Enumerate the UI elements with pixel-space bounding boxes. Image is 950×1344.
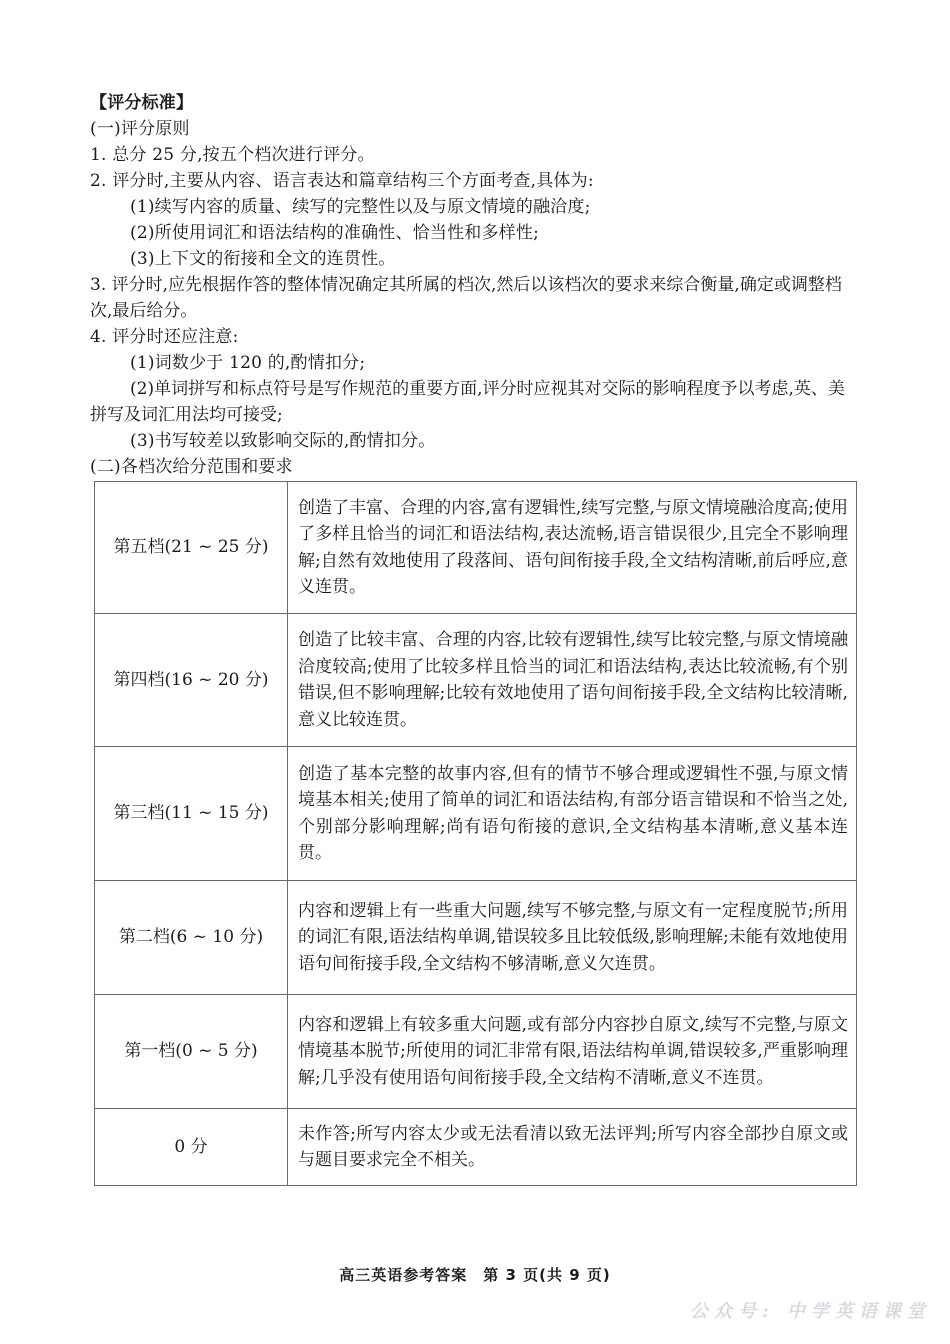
description-cell: 创造了丰富、合理的内容,富有逻辑性,续写完整,与原文情境融洽度高;使用了多样且恰当的词汇和语法结构,表达流畅,语言错误很少,且完全不影响理解;自然有效地使用了段落间、语句间衔接手段,全文结构清晰,前后呼应,意义连贯。 <box>288 482 857 614</box>
principle-4-item-1: (1)词数少于 120 的,酌情扣分; <box>130 353 366 373</box>
description-cell: 未作答;所写内容太少或无法看清以致无法评判;所写内容全部抄自原文或与题目要求完全不相关。 <box>288 1109 857 1186</box>
table-row <box>95 614 857 747</box>
level-cell: 0 分 <box>95 1109 288 1186</box>
principle-4-item-2: (2)单词拼写和标点符号是写作规范的重要方面,评分时应视其对交际的影响程度予以考虑,英、美拼写及词汇用法均可接受; <box>90 379 845 425</box>
subheading-principles: (一)评分原则 <box>90 119 190 139</box>
table-row <box>95 482 857 614</box>
principle-1: 1. 总分 25 分,按五个档次进行评分。 <box>90 145 375 165</box>
description-cell: 创造了比较丰富、合理的内容,比较有逻辑性,续写比较完整,与原文情境融洽度较高;使用了比较多样且恰当的词汇和语法结构,表达比较流畅,有个别错误,但不影响理解;比较有效地使用了语句间衔接手段,全文结构比较清晰,意义比较连贯。 <box>288 614 857 747</box>
principle-2-item-3: (3)上下文的衔接和全文的连贯性。 <box>130 249 396 269</box>
table-row <box>95 747 857 881</box>
principle-2-item-2: (2)所使用词汇和语法结构的准确性、恰当性和多样性; <box>130 223 540 243</box>
level-cell: 第三档(11 ~ 15 分) <box>95 747 288 881</box>
level-cell: 第一档(0 ~ 5 分) <box>95 995 288 1109</box>
table-row <box>95 881 857 995</box>
level-cell: 第五档(21 ~ 25 分) <box>95 482 288 614</box>
description-cell: 内容和逻辑上有一些重大问题,续写不够完整,与原文有一定程度脱节;所用的词汇有限,语法结构单调,错误较多且比较低级,影响理解;未能有效地使用语句间衔接手段,全文结构不够清晰,意义欠连贯。 <box>288 881 857 995</box>
principle-4-item-3: (3)书写较差以致影响交际的,酌情扣分。 <box>130 431 436 451</box>
principle-4: 4. 评分时还应注意: <box>90 327 239 347</box>
level-cell: 第四档(16 ~ 20 分) <box>95 614 288 747</box>
page-footer: 高三英语参考答案 第 3 页(共 9 页) <box>339 1266 611 1284</box>
watermark: 公众号: 中学英语课堂 <box>690 1301 931 1322</box>
description-cell: 内容和逻辑上有较多重大问题,或有部分内容抄自原文,续写不完整,与原文情境基本脱节;所使用的词汇非常有限,语法结构单调,错误较多,严重影响理解;几乎没有使用语句间衔接手段,全文结构不清晰,意义不连贯。 <box>288 995 857 1109</box>
subheading-levels: (二)各档次给分范围和要求 <box>90 457 293 477</box>
principle-3: 3. 评分时,应先根据作答的整体情况确定其所属的档次,然后以该档次的要求来综合衡量,确定或调整档次,最后给分。 <box>90 275 842 321</box>
level-cell: 第二档(6 ~ 10 分) <box>95 881 288 995</box>
description-cell: 创造了基本完整的故事内容,但有的情节不够合理或逻辑性不强,与原文情境基本相关;使用了简单的词汇和语法结构,有部分语言错误和不恰当之处,个别部分影响理解;尚有语句衔接的意识,全文结构基本清晰,意义基本连贯。 <box>288 747 857 881</box>
principle-2: 2. 评分时,主要从内容、语言表达和篇章结构三个方面考查,具体为: <box>90 171 594 191</box>
principle-2-item-1: (1)续写内容的质量、续写的完整性以及与原文情境的融洽度; <box>130 197 591 217</box>
rubric-table <box>94 481 857 1186</box>
table-row <box>95 1109 857 1186</box>
table-row <box>95 995 857 1109</box>
section-heading-scoring-criteria: 【评分标准】 <box>90 93 194 113</box>
